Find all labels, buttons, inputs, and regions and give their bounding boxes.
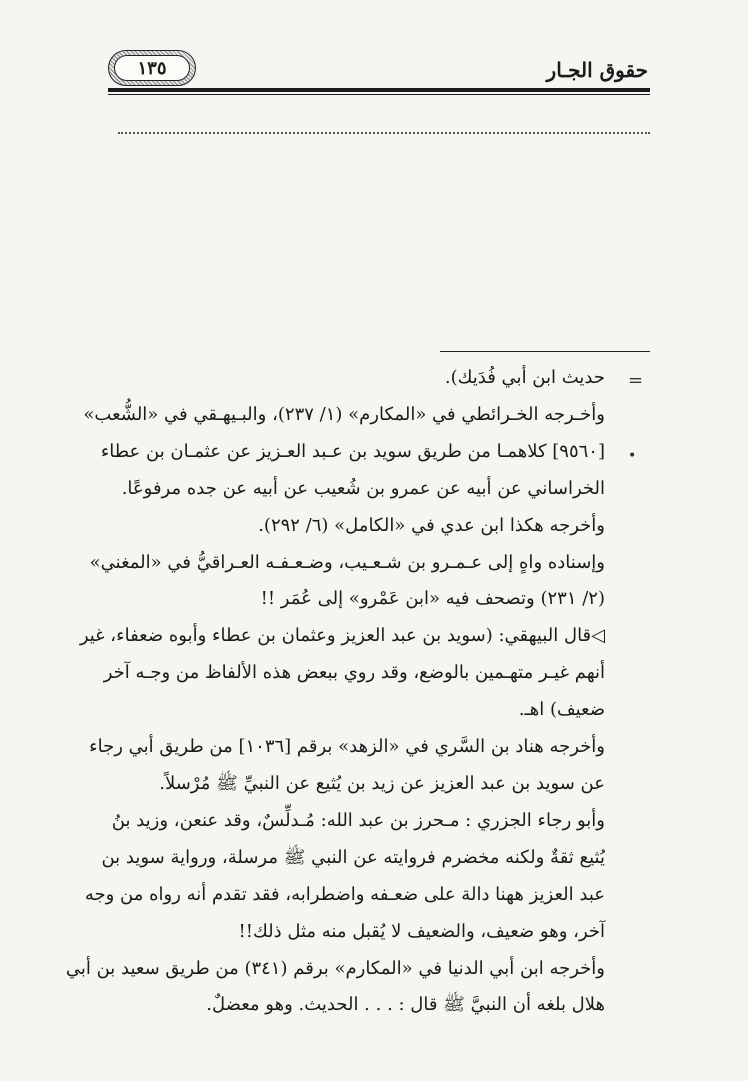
header-rule-thick <box>108 88 650 92</box>
bullet-mark: • <box>628 448 637 464</box>
footnote-rule <box>440 351 650 352</box>
footnote-line: أنهم غيـر متهـمين بالوضع، وقد روي ببعض هذه الألفاظ من وجـه آخر <box>103 662 605 684</box>
dotted-separator <box>118 132 650 134</box>
footnote-line: ◁قال البيهقي: (سويد بن عبد العزيز وعثمان بن عطاء وأبوه ضعفاء، غير <box>79 625 605 647</box>
footnote-line: وإسناده واهٍ إلى عـمـرو بن شـعـيب، وضـعـفـه العـراقيُّ في «المغني» <box>89 551 605 573</box>
footnote-line: وأخـرجه الخـرائطي في «المكارم» (١/ ٢٣٧)، والبـيهـقي في «الشُّعب» <box>83 403 605 425</box>
footnote-line: [٩٥٦٠] كلاهمـا من طريق سويد بن عـبد العـزيز عن عثمـان بن عطاء <box>100 440 605 462</box>
footnote-body <box>65 360 605 1024</box>
footnote-line: ضعيف) اهـ. <box>518 699 605 721</box>
footnote-line: وأخرجه ابن أبي الدنيا في «المكارم» برقم (٣٤١) من طريق سعيد بن أبي <box>65 957 605 979</box>
footnote-line: حديث ابن أبي فُدَيك). <box>444 367 605 388</box>
footnote-line: الخراساني عن أبيه عن عمرو بن شُعيب عن أبيه عن جده مرفوعًا. <box>121 477 605 499</box>
footnote-line: (٢/ ٢٣١) وتصحف فيه «ابن عَمْرو» إلى عُمَر !! <box>260 588 605 610</box>
running-header-title: حقوق الجـار <box>546 58 648 82</box>
footnote-line: وأخرجه هناد بن السَّري في «الزهد» برقم [١٠٣٦] من طريق أبي رجاء <box>89 736 605 758</box>
footnote-line: عبد العزيز ههنا دالة على ضعـفه واضطرابه، فقد تقدم أنه رواه من وجه <box>84 883 605 905</box>
footnote-line: هلال بلغه أن النبيَّ ﷺ قال : . . . الحديث. وهو معضلٌ. <box>206 994 605 1016</box>
continuation-mark: = <box>628 370 644 391</box>
footnote-line: آخر، وهو ضعيف، والضعيف لا يُقبل منه مثل ذلك!! <box>238 920 605 942</box>
header-rule-thin <box>108 94 650 95</box>
footnote-line: يُثيع ثقةٌ ولكنه مخضرم فروايته عن النبي ﷺ مرسلة، ورواية سويد بن <box>101 846 605 868</box>
footnote-line: عن سويد بن عبد العزيز عن زيد بن يُثيع عن النبيِّ ﷺ مُرْسلاً. <box>159 772 605 794</box>
page-number: ١٣٥ <box>114 55 190 81</box>
footnote-line: وأبو رجاء الجزري : مـحرز بن عبد الله: مُـدلِّسٌ، وقد عنعن، وزيد بنُ <box>111 809 605 831</box>
footnote-line: وأخرجه هكذا ابن عدي في «الكامل» (٦/ ٢٩٢). <box>258 514 605 536</box>
page-number-badge <box>108 50 196 86</box>
